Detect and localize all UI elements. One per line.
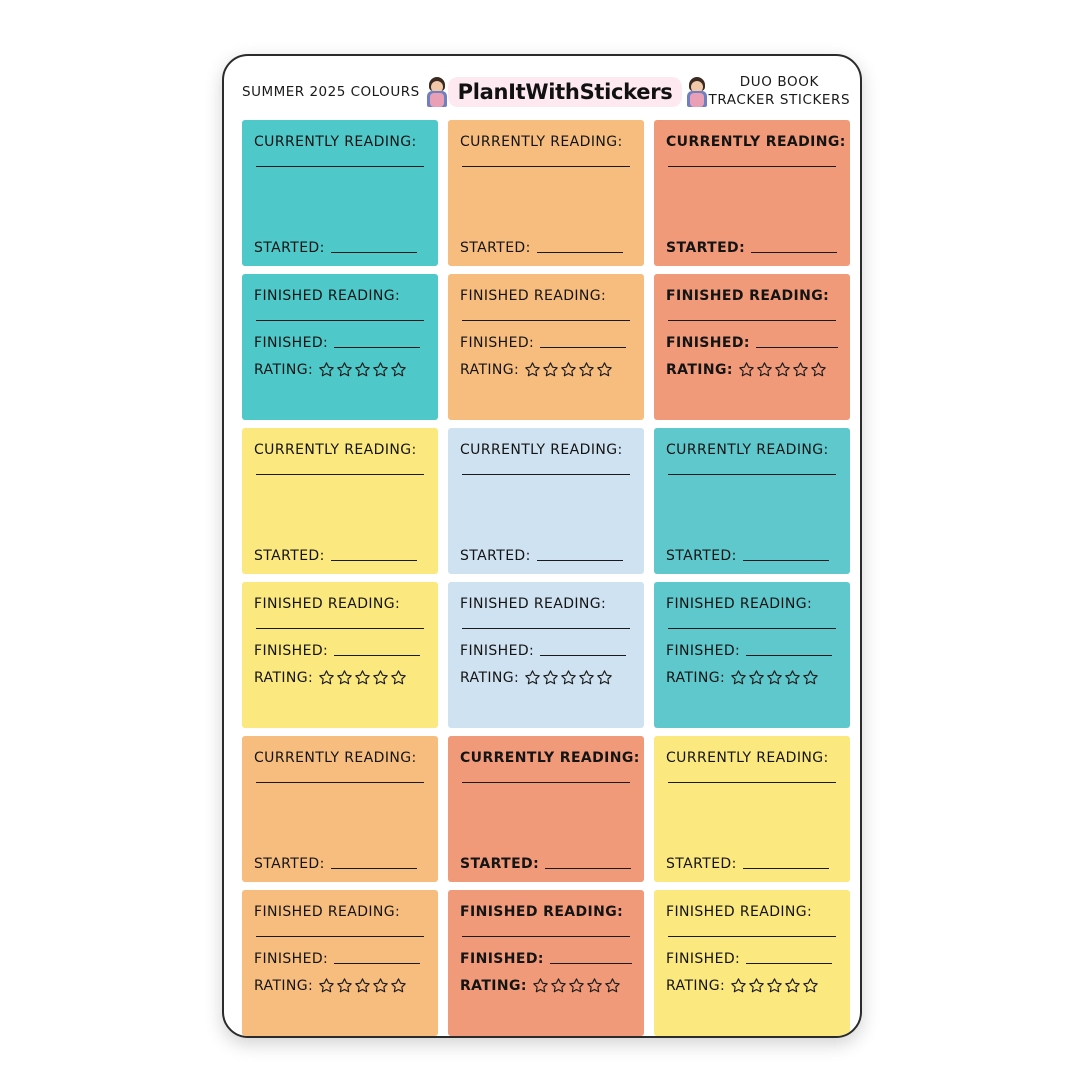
star-icon[interactable]	[390, 669, 407, 686]
sheet-title	[708, 74, 850, 109]
started-label: STARTED:	[666, 240, 746, 256]
started-row	[254, 548, 426, 564]
finished-reading-label: FINISHED READING:	[254, 288, 401, 304]
rating-label: RATING:	[666, 669, 726, 686]
started-label: STARTED:	[254, 240, 325, 256]
star-icon[interactable]	[542, 361, 559, 378]
finished-label: FINISHED:	[460, 643, 535, 659]
star-icon[interactable]	[372, 669, 389, 686]
spacer	[460, 167, 632, 222]
rating-row	[460, 361, 632, 378]
title-write-line[interactable]	[256, 628, 424, 629]
started-write-line[interactable]	[545, 868, 631, 869]
currently-reading-sticker[interactable]	[242, 120, 438, 266]
rating-stars[interactable]	[730, 977, 819, 994]
finished-write-line[interactable]	[746, 963, 832, 964]
started-write-line[interactable]	[331, 868, 417, 869]
star-icon[interactable]	[354, 977, 371, 994]
sticker-grid	[242, 120, 846, 1036]
currently-reading-sticker[interactable]	[448, 428, 644, 574]
currently-reading-label: CURRENTLY READING:	[460, 750, 640, 766]
finished-reading-label: FINISHED READING:	[666, 288, 830, 304]
currently-reading-label: CURRENTLY READING:	[460, 442, 623, 458]
spacer	[460, 783, 632, 838]
star-icon[interactable]	[318, 669, 335, 686]
finished-write-line[interactable]	[550, 963, 632, 964]
star-icon[interactable]	[390, 361, 407, 378]
finished-write-line[interactable]	[334, 963, 420, 964]
title-write-line[interactable]	[462, 936, 630, 937]
star-icon[interactable]	[586, 977, 603, 994]
rating-row	[460, 977, 632, 994]
rating-label: RATING:	[460, 669, 520, 686]
rating-stars[interactable]	[730, 669, 819, 686]
finished-label: FINISHED:	[254, 335, 329, 351]
rating-stars[interactable]	[524, 669, 613, 686]
star-icon[interactable]	[524, 669, 541, 686]
currently-reading-sticker[interactable]	[654, 428, 850, 574]
star-icon[interactable]	[596, 361, 613, 378]
started-row	[460, 856, 632, 872]
rating-row	[666, 361, 838, 378]
currently-reading-sticker[interactable]	[654, 120, 850, 266]
started-write-line[interactable]	[331, 252, 417, 253]
finished-reading-label: FINISHED READING:	[254, 596, 401, 612]
currently-reading-sticker[interactable]	[242, 428, 438, 574]
rating-stars[interactable]	[318, 361, 407, 378]
title-write-line[interactable]	[256, 320, 424, 321]
star-icon[interactable]	[784, 669, 801, 686]
star-icon[interactable]	[318, 361, 335, 378]
finished-label: FINISHED:	[666, 951, 741, 967]
title-write-line[interactable]	[256, 936, 424, 937]
brand-group	[448, 77, 709, 107]
spacer	[460, 475, 632, 530]
star-icon[interactable]	[738, 361, 755, 378]
rating-row	[254, 361, 426, 378]
finished-reading-sticker[interactable]	[448, 274, 644, 420]
finished-write-line[interactable]	[756, 347, 838, 348]
rating-label: RATING:	[460, 977, 527, 994]
rating-label: RATING:	[254, 669, 314, 686]
star-icon[interactable]	[730, 977, 747, 994]
started-label: STARTED:	[666, 548, 737, 564]
currently-reading-sticker[interactable]	[448, 120, 644, 266]
finished-write-line[interactable]	[540, 655, 626, 656]
header-left-group	[242, 77, 448, 107]
finished-write-line[interactable]	[334, 347, 420, 348]
star-icon[interactable]	[604, 977, 621, 994]
finished-reading-sticker[interactable]	[242, 274, 438, 420]
finished-reading-label: FINISHED READING:	[666, 904, 813, 920]
started-write-line[interactable]	[331, 560, 417, 561]
spacer	[254, 475, 426, 530]
spacer	[254, 783, 426, 838]
star-icon[interactable]	[730, 669, 747, 686]
spacer	[254, 167, 426, 222]
spacer	[666, 167, 838, 222]
finished-row	[460, 951, 632, 967]
finished-row	[254, 335, 426, 351]
currently-reading-label: CURRENTLY READING:	[666, 750, 829, 766]
currently-reading-label: CURRENTLY READING:	[254, 134, 417, 150]
finished-reading-label: FINISHED READING:	[666, 596, 813, 612]
finished-reading-label: FINISHED READING:	[460, 596, 607, 612]
finished-row	[254, 643, 426, 659]
finished-label: FINISHED:	[666, 335, 750, 351]
star-icon[interactable]	[766, 977, 783, 994]
star-icon[interactable]	[748, 669, 765, 686]
rating-label: RATING:	[254, 977, 314, 994]
sheet-header	[224, 56, 860, 120]
star-icon[interactable]	[578, 361, 595, 378]
star-icon[interactable]	[354, 361, 371, 378]
started-row	[666, 856, 838, 872]
started-label: STARTED:	[254, 856, 325, 872]
currently-reading-label: CURRENTLY READING:	[254, 750, 417, 766]
finished-label: FINISHED:	[460, 335, 535, 351]
star-icon[interactable]	[336, 361, 353, 378]
rating-stars[interactable]	[738, 361, 827, 378]
star-icon[interactable]	[774, 361, 791, 378]
star-icon[interactable]	[372, 361, 389, 378]
finished-row	[666, 951, 838, 967]
star-icon[interactable]	[784, 977, 801, 994]
currently-reading-label: CURRENTLY READING:	[254, 442, 417, 458]
finished-label: FINISHED:	[666, 643, 741, 659]
currently-reading-sticker[interactable]	[654, 736, 850, 882]
colour-collection-label: SUMMER 2025 COLOURS	[242, 84, 420, 100]
started-row	[460, 548, 632, 564]
finished-reading-sticker[interactable]	[654, 274, 850, 420]
rating-stars[interactable]	[318, 977, 407, 994]
currently-reading-label: CURRENTLY READING:	[666, 442, 829, 458]
star-icon[interactable]	[568, 977, 585, 994]
started-label: STARTED:	[254, 548, 325, 564]
star-icon[interactable]	[766, 669, 783, 686]
started-write-line[interactable]	[743, 560, 829, 561]
finished-reading-sticker[interactable]	[654, 890, 850, 1036]
title-write-line[interactable]	[462, 628, 630, 629]
started-row	[460, 240, 632, 256]
currently-reading-sticker[interactable]	[242, 736, 438, 882]
title-write-line[interactable]	[668, 628, 836, 629]
star-icon[interactable]	[354, 669, 371, 686]
started-row	[254, 856, 426, 872]
finished-row	[460, 643, 632, 659]
started-label: STARTED:	[460, 548, 531, 564]
star-icon[interactable]	[372, 977, 389, 994]
rating-stars[interactable]	[524, 361, 613, 378]
rating-stars[interactable]	[532, 977, 621, 994]
star-icon[interactable]	[596, 669, 613, 686]
star-icon[interactable]	[550, 977, 567, 994]
star-icon[interactable]	[748, 977, 765, 994]
rating-row	[666, 977, 838, 994]
finished-reading-sticker[interactable]	[448, 582, 644, 728]
finished-reading-label: FINISHED READING:	[254, 904, 401, 920]
star-icon[interactable]	[390, 977, 407, 994]
rating-label: RATING:	[666, 977, 726, 994]
started-write-line[interactable]	[537, 560, 623, 561]
finished-row	[460, 335, 632, 351]
star-icon[interactable]	[578, 669, 595, 686]
brand-name: PlanItWithStickers	[448, 77, 683, 107]
avatar-icon	[686, 77, 708, 107]
sheet-title-line2: TRACKER STICKERS	[708, 92, 851, 108]
star-icon[interactable]	[532, 977, 549, 994]
finished-row	[666, 643, 838, 659]
rating-row	[254, 669, 426, 686]
sticker-sheet	[222, 54, 862, 1038]
finished-row	[254, 951, 426, 967]
started-write-line[interactable]	[537, 252, 623, 253]
finished-write-line[interactable]	[540, 347, 626, 348]
avatar-icon	[426, 77, 448, 107]
started-label: STARTED:	[460, 240, 531, 256]
rating-label: RATING:	[666, 361, 733, 378]
rating-label: RATING:	[254, 361, 314, 378]
star-icon[interactable]	[336, 977, 353, 994]
star-icon[interactable]	[542, 669, 559, 686]
finished-row	[666, 335, 838, 351]
sheet-title-line1: DUO BOOK	[739, 74, 819, 91]
currently-reading-sticker[interactable]	[448, 736, 644, 882]
finished-reading-label: FINISHED READING:	[460, 288, 607, 304]
star-icon[interactable]	[318, 977, 335, 994]
finished-reading-label: FINISHED READING:	[460, 904, 624, 920]
currently-reading-label: CURRENTLY READING:	[666, 134, 846, 150]
started-row	[666, 240, 838, 256]
rating-row	[666, 669, 838, 686]
title-write-line[interactable]	[668, 936, 836, 937]
started-write-line[interactable]	[751, 252, 837, 253]
finished-reading-sticker[interactable]	[242, 890, 438, 1036]
started-row	[666, 548, 838, 564]
finished-label: FINISHED:	[254, 951, 329, 967]
star-icon[interactable]	[802, 669, 819, 686]
rating-label: RATING:	[460, 361, 520, 378]
star-icon[interactable]	[810, 361, 827, 378]
currently-reading-label: CURRENTLY READING:	[460, 134, 623, 150]
star-icon[interactable]	[524, 361, 541, 378]
finished-write-line[interactable]	[746, 655, 832, 656]
started-write-line[interactable]	[743, 868, 829, 869]
finished-reading-sticker[interactable]	[654, 582, 850, 728]
finished-reading-sticker[interactable]	[448, 890, 644, 1036]
spacer	[666, 783, 838, 838]
finished-reading-sticker[interactable]	[242, 582, 438, 728]
started-label: STARTED:	[666, 856, 737, 872]
star-icon[interactable]	[336, 669, 353, 686]
finished-label: FINISHED:	[254, 643, 329, 659]
title-write-line[interactable]	[462, 320, 630, 321]
finished-write-line[interactable]	[334, 655, 420, 656]
star-icon[interactable]	[756, 361, 773, 378]
rating-row	[460, 669, 632, 686]
finished-label: FINISHED:	[460, 951, 544, 967]
star-icon[interactable]	[560, 361, 577, 378]
started-label: STARTED:	[460, 856, 540, 872]
rating-row	[254, 977, 426, 994]
star-icon[interactable]	[560, 669, 577, 686]
started-row	[254, 240, 426, 256]
star-icon[interactable]	[802, 977, 819, 994]
star-icon[interactable]	[792, 361, 809, 378]
rating-stars[interactable]	[318, 669, 407, 686]
spacer	[666, 475, 838, 530]
title-write-line[interactable]	[668, 320, 836, 321]
